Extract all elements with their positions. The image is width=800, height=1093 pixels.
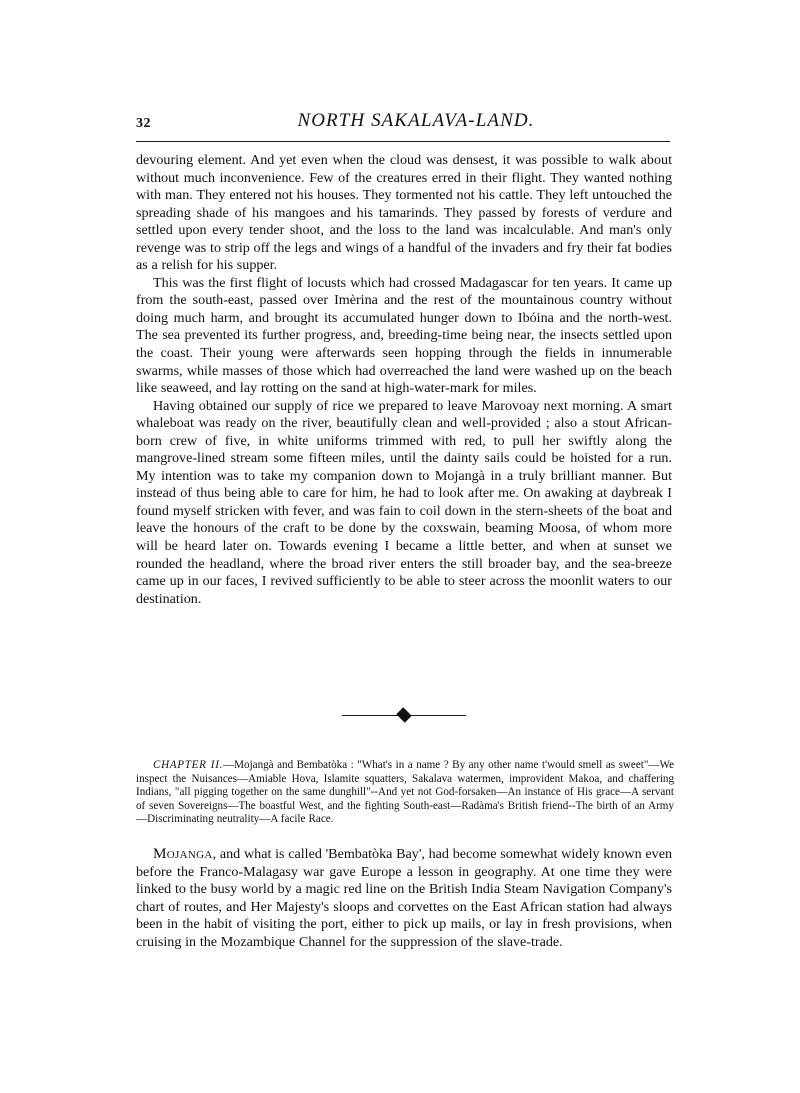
page-number: 32 bbox=[136, 116, 151, 131]
chapter-argument bbox=[136, 759, 674, 827]
body-paragraph: Having obtained our supply of rice we prepared to leave Marovoay next morning. A smart whaleboat was ready on the river, beautifully clean and well-provided ; also a stout African-born crew of five, in white uniforms trimmed with red, to pull her swiftly along the mangrove-lined stream some fifteen miles, until the dainty sails could be hoisted for a run. My intention was to take my companion down to Mojangà in a truly brilliant manner. But instead of thus being able to care for him, he had to look after me. On awaking at daybreak I found myself stricken with fever, and was fain to coil down in the stern-sheets of the boat and leave the honours of the craft to be done by the coxswain, beaming Moosa, of whom more will be heard later on. Towards evening I became a little better, and when at sunset we rounded the headland, where the broad river enters the still broader bay, and the sea-breeze came up in our faces, I revived sufficiently to be able to steer across the moonlit waters to our destination. bbox=[136, 397, 672, 607]
running-head-title: NORTH SAKALAVA-LAND. bbox=[297, 110, 535, 131]
header-divider-rule bbox=[136, 141, 670, 142]
chapter-label: CHAPTER II. bbox=[153, 759, 224, 771]
main-text-block bbox=[136, 152, 672, 608]
section-ornament bbox=[136, 704, 672, 726]
body-paragraph: devouring element. And yet even when the cloud was densest, it was possible to walk about without much inconvenience. Few of the creatures erred in their flight. They wanted nothing with man. They entered not his houses. They tormented not his cattle. They left untouched the spreading shade of his mangoes and his tamarinds. They passed by forests of verdure and settled upon every tender shoot, and the loss to the land was incalculable. And man's only revenge was to strip off the legs and wings of a handful of the invaders and fry their fat bodies as a relish for his supper. bbox=[136, 152, 672, 274]
small-caps-lead-word: Mojanga bbox=[153, 845, 213, 862]
body-paragraph: This was the first flight of locusts which had crossed Madagascar for ten years. It came up from the south-east, passed over Imèrina and the rest of the mountainous country without doing much harm, and brought its accumulated hunger down to Ibóina and the north-west. The sea prevented its further progress, and, breeding-time being near, the insects settled upon the coast. Their young were afterwards seen hopping through the fields in innumerable swarms, while masses of those which had overreached the land were washed up on the beach like seaweed, and lay rotting on the sand at high-water-mark for miles. bbox=[136, 274, 672, 397]
closing-paragraph bbox=[136, 845, 672, 951]
chapter-argument-text: —Mojangà and Bembatòka : "What's in a name ? By any other name t'would smell as sweet"—We inspect the Nuisances—Amiable Hova, Islamite squatters, Sakalava watermen, improvident Makoa, and chaffering Indians, "all pigging together on the same dunghill"--And yet not God-forsaken—An instance of His grace—A servant of seven Sovereigns—The boastful West, and the fighting South-east—Radàma's British friend--The birth of an Army—Discriminating neutrality—A facile Race. bbox=[136, 759, 674, 826]
closing-text-block bbox=[136, 845, 672, 951]
page-header bbox=[136, 110, 670, 140]
closing-paragraph-text: , and what is called 'Bembatòka Bay', had become somewhat widely known even before the Franco-Malagasy war gave Europe a lesson in geography. At one time they were linked to the busy world by a magic red line on the British India Steam Navigation Company's chart of routes, and Her Majesty's sloops and corvettes on the East African station had always been in the habit of visiting the port, either to pick up mails, or lay in fresh provisions, when cruising in the Mozambique Channel for the suppression of the slave-trade. bbox=[136, 846, 672, 950]
diamond-icon bbox=[396, 707, 411, 722]
